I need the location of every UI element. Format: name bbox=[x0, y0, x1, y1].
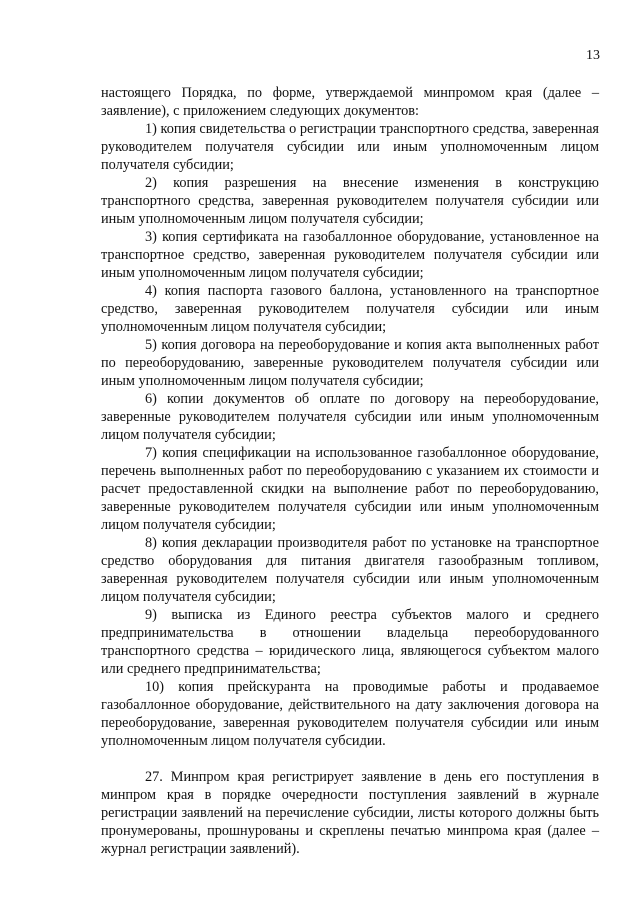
list-item-6: 6) копии документов об оплате по договору на переоборудование, заверенные руководителем получателя субсидии или иным уполномоченным лицом получателя субсидии; bbox=[101, 391, 599, 443]
list-item-3: 3) копия сертификата на газобаллонное оборудование, установленное на транспортное средство, заверенная руководителем получателя субсидии или иным уполномоченным лицом получателя субсидии; bbox=[101, 229, 599, 281]
paragraph-gap bbox=[101, 750, 599, 768]
list-item-5: 5) копия договора на переоборудование и копия акта выполненных работ по переоборудованию, заверенные руководителем получателя субсидии или иным уполномоченным лицом получателя субсидии; bbox=[101, 337, 599, 389]
document-body bbox=[101, 84, 599, 858]
list-item-7: 7) копия спецификации на использованное газобаллонное оборудование, перечень выполненных работ по переоборудованию с указанием их стоимости и расчет предоставленной скидки на выполнение работ по переоборудованию, заверенные руководителем получателя субсидии или иным уполномоченным лицом получателя субсидии; bbox=[101, 445, 599, 533]
clause-27-paragraph: 27. Минпром края регистрирует заявление в день его поступления в минпром края в порядке очередности поступления заявлений в журнале регистрации заявлений на перечисление субсидии, листы которого должны быть пронумерованы, прошнурованы и скреплены печатью минпрома края (далее – журнал регистрации заявлений). bbox=[101, 769, 599, 857]
page-number: 13 bbox=[586, 48, 600, 63]
list-item-4: 4) копия паспорта газового баллона, установленного на транспортное средство, заверенная руководителем получателя субсидии или иным уполномоченным лицом получателя субсидии; bbox=[101, 283, 599, 335]
list-item-2: 2) копия разрешения на внесение изменения в конструкцию транспортного средства, заверенная руководителем получателя субсидии или иным уполномоченным лицом получателя субсидии; bbox=[101, 175, 599, 227]
intro-paragraph: настоящего Порядка, по форме, утверждаемой минпромом края (далее – заявление), с приложением следующих документов: bbox=[101, 85, 599, 119]
list-item-9: 9) выписка из Единого реестра субъектов малого и среднего предпринимательства в отношении владельца переоборудованного транспортного средства – юридического лица, являющегося субъектом малого или среднего предпринимательства; bbox=[101, 607, 599, 677]
list-item-1: 1) копия свидетельства о регистрации транспортного средства, заверенная руководителем получателя субсидии или иным уполномоченным лицом получателя субсидии; bbox=[101, 121, 599, 173]
list-item-10: 10) копия прейскуранта на проводимые работы и продаваемое газобаллонное оборудование, действительного на дату заключения договора на переоборудование, заверенная руководителем получателя субсидии или иным уполномоченным лицом получателя субсидии. bbox=[101, 679, 599, 749]
list-item-8: 8) копия декларации производителя работ по установке на транспортное средство оборудования для питания двигателя газообразным топливом, заверенная руководителем получателя субсидии или иным уполномоченным лицом получателя субсидии; bbox=[101, 535, 599, 605]
